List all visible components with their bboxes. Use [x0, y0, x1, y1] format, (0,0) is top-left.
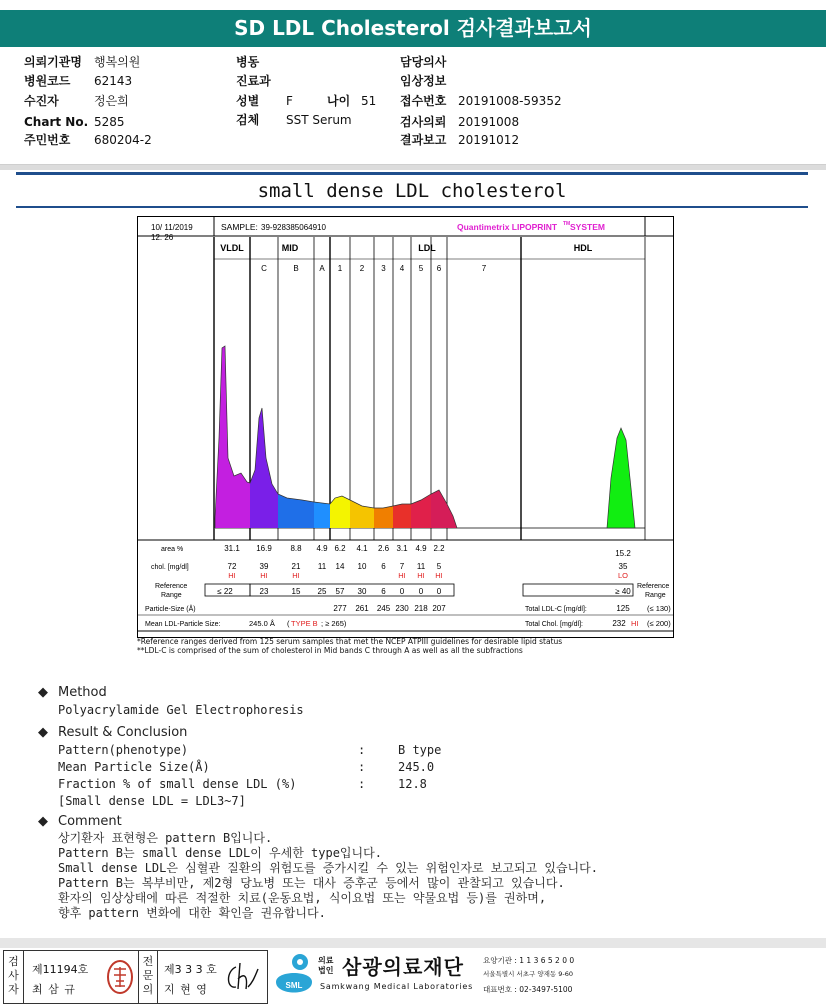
report-title: SD LDL Cholesterol 검사결과보고서 — [0, 10, 826, 47]
info-ward: 병동 — [236, 55, 260, 69]
area-value-A: 4.9 — [316, 544, 328, 553]
sample-label: SAMPLE: — [221, 222, 258, 232]
system-suffix: SYSTEM — [570, 222, 605, 232]
area-value-2: 4.1 — [356, 544, 368, 553]
size-value-5: 218 — [414, 604, 428, 613]
footer-divider — [0, 938, 826, 948]
ref-value-5: 0 — [418, 587, 424, 596]
mean-size-value: 245.0 Å — [249, 619, 275, 628]
total-ldl-value: 125 — [616, 604, 630, 613]
diamond-bullet-icon: ◆ — [38, 725, 48, 740]
row-label-area: area % — [161, 546, 184, 553]
total-ldl-label: Total LDL-C [mg/dl]: — [525, 606, 587, 613]
info-chart-no: Chart No. 5285 — [24, 115, 125, 129]
mean-ref: ; ≥ 265) — [321, 619, 347, 628]
comment-line: 환자의 임상상태에 따른 적절한 치료(운동요법, 식이요법 또는 약물요법 등)를 권하며, — [58, 891, 547, 905]
signature-box — [3, 950, 268, 1004]
group-label-mid: MID — [281, 243, 299, 253]
result-note: [Small dense LDL = LDL3~7] — [58, 794, 246, 808]
band-label-7: 7 — [481, 264, 487, 273]
area-value-1: 6.2 — [334, 544, 346, 553]
lipoprint-chart — [137, 216, 674, 656]
ref-value-C: 23 — [259, 587, 269, 596]
area-value-VLDL: 31.1 — [224, 544, 240, 553]
specialist-license: 제3 3 3 호 — [164, 963, 217, 976]
signature-icon — [222, 959, 264, 995]
org-code: 요양기관 : 1 1 3 6 5 2 0 0 — [483, 956, 575, 965]
size-value-4: 230 — [395, 604, 409, 613]
row-label-ref: Reference — [155, 583, 188, 590]
comment-heading: ◆ Comment — [38, 814, 122, 829]
system-tm: TM — [563, 221, 571, 227]
comment-line: 향후 pattern 변화에 대한 확인을 권유합니다. — [58, 906, 326, 920]
band-area-A — [314, 502, 330, 528]
band-label-6: 6 — [436, 264, 442, 273]
comment-line: Small dense LDL은 심혈관 질환의 위험도를 증가시킬 수 있는 위험인자로 보고되고 있습니다. — [58, 861, 598, 875]
ref-value-A: 25 — [317, 587, 327, 596]
band-label-5: 5 — [418, 264, 424, 273]
area-value-C: 16.9 — [256, 544, 272, 553]
row-label-size: Particle-Size (Å) — [145, 606, 196, 613]
info-clinical: 임상정보 — [400, 74, 447, 88]
total-chol-value: 232 — [612, 619, 626, 628]
info-specimen: 검체 SST Serum — [236, 113, 352, 127]
info-sex: 성별 F — [236, 94, 293, 108]
info-doctor: 담당의사 — [400, 55, 447, 69]
band-label-3: 3 — [381, 264, 386, 273]
chart-date: 10/ 11/2019 — [151, 223, 193, 232]
band-area-4 — [393, 504, 411, 528]
result-row: Pattern(phenotype) : B type — [58, 743, 442, 757]
panel-title: small dense LDL cholesterol — [257, 180, 567, 202]
info-report-date: 결과보고 20191012 — [400, 133, 520, 147]
info-hospital-code: 병원코드 62143 — [24, 74, 133, 88]
examiner-license: 제11194호 — [32, 963, 89, 976]
comment-line: 상기환자 표현형은 pattern B입니다. — [58, 831, 273, 845]
chol-value-C: 39 — [259, 562, 269, 571]
info-resident-no: 주민번호 680204-2 — [24, 133, 152, 147]
mean-type: TYPE B — [291, 619, 318, 628]
info-request-date: 검사의뢰 20191008 — [400, 115, 520, 129]
total-chol-flag: HI — [631, 619, 639, 628]
area-value-5: 4.9 — [415, 544, 427, 553]
comment-line: Pattern B는 small dense LDL이 우세한 type입니다. — [58, 846, 382, 860]
band-label-2: 2 — [359, 264, 365, 273]
info-age: 나이 51 — [327, 94, 377, 108]
report-body — [38, 683, 798, 921]
system-name: Quantimetrix LIPOPRINT — [457, 222, 558, 232]
flag-HDL: LO — [617, 571, 629, 580]
band-area-3 — [374, 506, 393, 528]
method-heading: ◆ Method — [38, 685, 107, 700]
band-label-B: B — [293, 264, 299, 273]
flag-C: HI — [260, 571, 268, 580]
org-name: 삼광의료재단 — [342, 955, 464, 979]
divider — [0, 165, 826, 170]
chol-value-HDL: 35 — [618, 562, 628, 571]
band-label-1: 1 — [337, 264, 343, 273]
area-value-3: 2.6 — [377, 544, 390, 553]
org-address: 서울특별시 서초구 양재동 9-60 — [483, 970, 574, 978]
chart-time: 12: 26 — [151, 233, 174, 242]
chol-value-VLDL: 72 — [227, 562, 237, 571]
ref-value-4: 0 — [399, 587, 405, 596]
chol-value-2: 10 — [357, 562, 367, 571]
chol-value-4: 7 — [399, 562, 405, 571]
ref-value-6: 0 — [436, 587, 442, 596]
band-label-A: A — [319, 264, 325, 273]
ref-right-label: Reference — [637, 583, 670, 590]
row-label-chol: chol. [mg/dl] — [151, 564, 189, 571]
seal-stamp-icon — [106, 959, 134, 995]
info-patient: 수진자 정은희 — [24, 94, 129, 108]
row-label-ref2: Range — [161, 592, 182, 599]
sample-id: 39-928385064910 — [261, 223, 326, 232]
org-phone: 대표번호 : 02-3497-5100 — [483, 985, 573, 994]
flag-4: HI — [398, 571, 406, 580]
area-value-4: 3.1 — [396, 544, 408, 553]
chol-value-6: 5 — [436, 562, 442, 571]
org-english-name: Samkwang Medical Laboratories — [320, 982, 474, 991]
chol-value-A: 11 — [317, 562, 327, 571]
area-value-B: 8.8 — [290, 544, 302, 553]
panel-title-bar — [16, 172, 808, 208]
role-examiner: 검 사 자 — [4, 951, 24, 1003]
band-label-4: 4 — [399, 264, 405, 273]
ref-value-3: 6 — [381, 587, 386, 596]
patient-info — [0, 47, 826, 165]
size-value-6: 207 — [432, 604, 446, 613]
result-heading: ◆ Result & Conclusion — [38, 725, 188, 740]
size-value-1: 277 — [333, 604, 347, 613]
ref-value-2: 30 — [357, 587, 367, 596]
org-type: 의료 법인 — [318, 956, 334, 975]
examiner-name: 최 삼 규 — [32, 983, 76, 996]
diamond-bullet-icon: ◆ — [38, 685, 48, 700]
sml-logo-text: SML — [285, 981, 303, 990]
result-row: Fraction % of small dense LDL (%) : 12.8 — [58, 777, 427, 791]
info-receipt-no: 접수번호 20191008-59352 — [400, 94, 562, 108]
method-text: Polyacrylamide Gel Electrophoresis — [58, 703, 304, 717]
total-chol-ref: (≤ 200) — [647, 619, 671, 628]
flag-6: HI — [435, 571, 443, 580]
area-value-HDL: 15.2 — [615, 549, 631, 558]
flag-5: HI — [417, 571, 425, 580]
info-department: 진료과 — [236, 74, 271, 88]
total-ldl-ref: (≤ 130) — [647, 604, 671, 613]
chol-value-B: 21 — [291, 562, 301, 571]
footnote-1: *Reference ranges derived from 125 serum samples that met the NCEP ATPIII guidelines for desirable lipid status — [137, 637, 563, 646]
info-institution: 의뢰기관명 행복의원 — [24, 55, 141, 69]
footnote-2: **LDL-C is comprised of the sum of cholesterol in Mid bands C through A as well as all the subfractions — [137, 646, 523, 655]
lab-info — [272, 950, 826, 1004]
mean-paren: ( — [287, 619, 290, 628]
result-row: Mean Particle Size(Å) : 245.0 — [58, 760, 435, 774]
mean-size-label: Mean LDL-Particle Size: — [145, 621, 221, 628]
area-value-6: 2.2 — [433, 544, 445, 553]
group-label-hdl: HDL — [573, 243, 593, 253]
total-chol-label: Total Chol. [mg/dl]: — [525, 621, 583, 628]
role-specialist: 전 문 의 — [138, 951, 158, 1003]
ref-value-HDL: ≥ 40 — [615, 587, 631, 596]
flag-VLDL: HI — [228, 571, 236, 580]
group-label-ldl: LDL — [418, 243, 436, 253]
group-label-vldl: VLDL — [220, 243, 244, 253]
flag-B: HI — [292, 571, 300, 580]
ref-value-B: 15 — [291, 587, 301, 596]
size-value-3: 245 — [376, 604, 391, 613]
chol-value-3: 6 — [381, 562, 386, 571]
ref-value-1: 57 — [335, 587, 345, 596]
comment-line: Pattern B는 복부비만, 제2형 당뇨병 또는 대사 증후군 등에서 많이 관찰되고 있습니다. — [58, 876, 565, 890]
ref-right-label2: Range — [645, 592, 666, 599]
size-value-2: 261 — [355, 604, 369, 613]
band-label-C: C — [261, 264, 267, 273]
chol-value-5: 11 — [416, 562, 426, 571]
specialist-name: 지 현 영 — [164, 983, 208, 996]
ref-value-VLDL: ≤ 22 — [217, 587, 233, 596]
sml-logo-icon — [272, 952, 316, 1002]
diamond-bullet-icon: ◆ — [38, 814, 48, 829]
chol-value-1: 14 — [335, 562, 345, 571]
